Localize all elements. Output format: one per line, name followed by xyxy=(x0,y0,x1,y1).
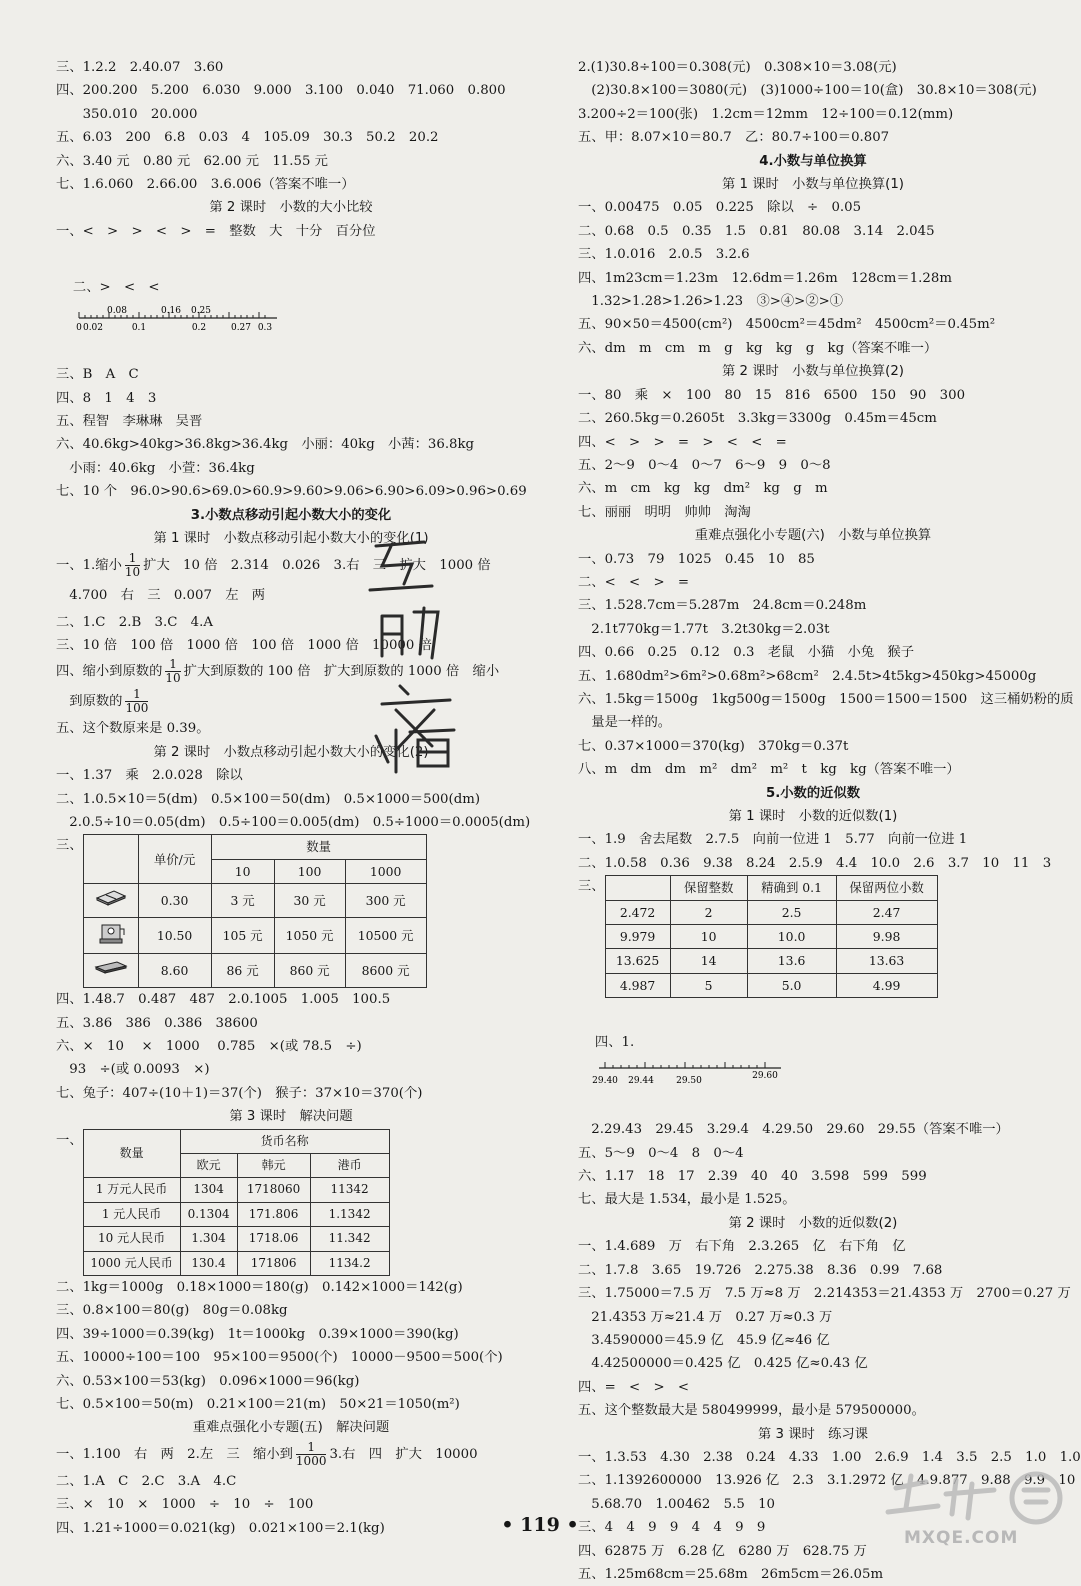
table-cell: 9.98 xyxy=(836,925,937,949)
table-cell: 10.0 xyxy=(747,925,836,949)
number-line-figure xyxy=(73,304,283,332)
answer-line: 五、这个数原来是 0.39。 xyxy=(56,721,210,737)
answer-line: 二、260.5kg＝0.2605t 3.3kg＝3300g 0.45m＝45cm xyxy=(578,411,937,427)
answer-line: 2.0.5÷10＝0.05(dm) 0.5÷100＝0.005(dm) 0.5÷1000＝0.0005(dm) xyxy=(56,814,531,830)
answer-line: 二、1.0.5×10＝5(dm) 0.5×100＝50(dm) 0.5×1000＝500(dm) xyxy=(56,791,481,807)
table-cell: 1134.2 xyxy=(310,1251,389,1275)
table-header: 10 xyxy=(211,859,274,883)
answer-line: 一、1.37 乘 2.0.028 除以 xyxy=(56,768,243,784)
answer-line: 五、1.680dm²>6m²>0.68m²>68cm² 2.4.5t>4t5kg>450kg>45000g xyxy=(578,668,1037,684)
section-title: 4.小数与单位换算 xyxy=(759,153,867,169)
table-cell: 300 元 xyxy=(345,884,426,918)
answer-line: 七、10 个 96.0>90.6>69.0>60.9>9.60>9.06>6.90>6.09>0.96>0.69 xyxy=(56,484,527,500)
answer-line: 1.32>1.28>1.26>1.23 ③>④>②>① xyxy=(578,294,844,310)
question-label: 三、 xyxy=(578,879,605,895)
number-line-label: 0.08 xyxy=(106,305,127,316)
answer-line: 四、200.200 5.200 6.030 9.000 3.100 0.040 71.060 0.800 xyxy=(56,83,506,99)
answer-line: 六、0.53×100＝53(kg) 0.096×1000＝96(kg) xyxy=(56,1373,360,1389)
answer-line: 一、0.73 79 1025 0.45 10 85 xyxy=(578,551,815,567)
fraction xyxy=(296,1441,327,1468)
answer-text: 四、1. xyxy=(594,1035,635,1051)
number-line-label: 0.2 xyxy=(191,322,207,333)
answer-line: 4.700 右 三 0.007 左 两 xyxy=(56,587,266,603)
fraction-denominator: 10 xyxy=(165,671,181,686)
number-line-figure xyxy=(592,1059,785,1087)
answer-line: 六、dm m cm m g kg kg g kg（答案不唯一） xyxy=(578,340,938,356)
table-row xyxy=(83,1251,389,1275)
answer-line: 三、1.2.2 2.40.07 3.60 xyxy=(56,60,224,75)
answer-line: 七、丽丽 明明 帅帅 淘淘 xyxy=(578,504,751,520)
section-heading: 重难点强化小专题(五) 解决问题 xyxy=(192,1420,390,1436)
table-header: 1000 xyxy=(345,859,426,883)
table-cell: 105 元 xyxy=(211,918,274,954)
table-cell: 86 元 xyxy=(211,954,274,988)
table-cell: 2.472 xyxy=(605,900,670,924)
fraction-numerator: 1 xyxy=(296,1441,327,1455)
answer-line: 六、1.17 18 17 2.39 40 40 3.598 599 599 xyxy=(578,1169,927,1185)
number-line-label: 0.16 xyxy=(160,305,181,316)
number-line-label: 0 xyxy=(76,322,82,333)
answer-line: 一、0.00475 0.05 0.225 除以 ÷ 0.05 xyxy=(578,200,862,216)
table-cell: 171806 xyxy=(237,1251,310,1275)
table-cell: 1 元人民币 xyxy=(83,1202,180,1226)
table-cell: 10 xyxy=(670,925,747,949)
left-column xyxy=(56,56,531,1540)
answer-line: 五、这个整数最大是 580499999，最小是 579500000。 xyxy=(578,1403,925,1419)
answer-line: 4.42500000＝0.425 亿 0.425 亿≈0.43 亿 xyxy=(578,1356,868,1372)
section-heading: 第 3 课时 解决问题 xyxy=(229,1109,353,1125)
answer-line: 六、40.6kg>40kg>36.8kg>36.4kg 小丽：40kg 小茜：36.8kg xyxy=(56,437,475,453)
answer-line: 四、1.48.7 0.487 487 2.0.1005 1.005 100.5 xyxy=(56,992,391,1008)
table-cell: 130.4 xyxy=(180,1251,237,1275)
answer-line: 二、1.A C 2.C 3.A 4.C xyxy=(56,1473,237,1489)
table-cell: 3 元 xyxy=(211,884,274,918)
item-cell xyxy=(83,884,138,918)
table-cell: 1000 元人民币 xyxy=(83,1251,180,1275)
answer-line: 二、0.68 0.5 0.35 1.5 0.81 80.08 3.14 2.045 xyxy=(578,223,935,239)
answer-line: 2.1t770kg＝1.77t 3.2t30kg＝2.03t xyxy=(578,621,830,637)
answer-text: 扩大到原数的 100 倍 扩大到原数的 1000 倍 缩小 xyxy=(183,664,500,680)
answer-line: 三、1.0.016 2.0.5 3.2.6 xyxy=(578,247,750,263)
answer-line: 五、10000÷100＝100 95×100＝9500(个) 10000－9500＝500(个) xyxy=(56,1350,503,1366)
answer-text: 扩大 10 倍 2.314 0.026 3.右 三 扩大 1000 倍 xyxy=(143,557,491,573)
table-row xyxy=(605,900,937,924)
table-row xyxy=(83,1202,389,1226)
section-heading: 第 3 课时 练习课 xyxy=(758,1426,868,1442)
answer-line: 三、× 10 × 1000 ÷ 10 ÷ 100 xyxy=(56,1497,314,1513)
answer-line: 二、< < > = xyxy=(578,574,690,590)
answer-line: 3.4590000＝45.9 亿 45.9 亿≈46 亿 xyxy=(578,1332,830,1348)
answer-line: 三、B A C xyxy=(56,367,139,383)
answer-line: 六、1.5kg＝1500g 1kg500g＝1500g 1500＝1500＝1500 这三桶奶粉的质 xyxy=(578,691,1074,707)
fraction-denominator: 1000 xyxy=(295,1453,327,1468)
answer-line: 四、< > > = > < < = xyxy=(578,434,787,450)
item-cell xyxy=(83,954,138,988)
answer-line: 七、1.6.060 2.66.00 3.6.006（答案不唯一） xyxy=(56,177,355,193)
answer-line: 四、1.21÷1000＝0.021(kg) 0.021×100＝2.1(kg) xyxy=(56,1520,385,1536)
answer-line: 三、10 倍 100 倍 1000 倍 100 倍 1000 倍 10000 倍 xyxy=(56,637,432,653)
table-corner xyxy=(83,835,138,884)
answer-line: 五、程智 李琳琳 吴晋 xyxy=(56,414,203,430)
answer-line: 5.68.70 1.00462 5.5 10 xyxy=(578,1496,775,1512)
answer-line: 2.29.43 29.45 3.29.4 4.29.50 29.60 29.55（答案不唯一） xyxy=(578,1122,1009,1138)
answer-line: 四、62875 万 6.28 亿 6280 万 628.75 万 xyxy=(578,1543,867,1559)
price-table-block xyxy=(56,834,526,988)
table-cell: 0.1304 xyxy=(180,1202,237,1226)
table-cell: 14 xyxy=(670,949,747,973)
table-header: 货币名称 xyxy=(180,1129,389,1153)
table-cell: 1304 xyxy=(180,1178,237,1202)
answer-line: 小雨：40.6kg 小萱：36.4kg xyxy=(56,460,255,476)
section-title: 5.小数的近似数 xyxy=(765,785,861,801)
section-heading: 第 2 课时 小数与单位换算(2) xyxy=(721,364,904,380)
answer-line: 七、0.5×100＝50(m) 0.21×100＝21(m) 50×21＝1050(m²) xyxy=(56,1397,460,1413)
answer-line: 3.200÷2＝100(张) 1.2cm＝12mm 12÷100＝0.12(mm) xyxy=(578,106,954,122)
answer-line: 五、1.25m68cm＝25.68m 26m5cm＝26.05m xyxy=(578,1566,884,1582)
table-cell: 1718060 xyxy=(237,1178,310,1202)
table-cell: 0.30 xyxy=(138,884,211,918)
table-cell: 4.99 xyxy=(836,973,937,997)
answer-text: 四、缩小到原数的 xyxy=(56,664,163,680)
table-header: 单价/元 xyxy=(138,835,211,884)
table-cell: 1050 元 xyxy=(274,918,345,954)
answer-line: 三、1.75000＝7.5 万 7.5 万≈8 万 2.214353＝21.4353 万 2700＝0.27 万 xyxy=(578,1286,1071,1302)
table-row xyxy=(605,973,937,997)
table-header: 100 xyxy=(274,859,345,883)
answer-line: 五、5～9 0～4 8 0～4 xyxy=(578,1145,744,1161)
table-cell: 10500 元 xyxy=(345,918,426,954)
answer-line: 六、m cm kg kg dm² kg g m xyxy=(578,481,828,497)
answer-line: 一、< > > < > = 整数 大 十分 百分位 xyxy=(56,223,376,239)
table-cell: 1718.06 xyxy=(237,1227,310,1251)
watermark-url: MXQE.COM xyxy=(904,1528,1019,1548)
table-cell: 8600 元 xyxy=(345,954,426,988)
answer-line xyxy=(56,243,526,363)
section-heading: 第 1 课时 小数的近似数(1) xyxy=(728,809,898,824)
table-cell: 2.47 xyxy=(836,900,937,924)
eraser-icon xyxy=(94,888,128,906)
answer-text: 一、1.100 右 两 2.左 三 缩小到 xyxy=(56,1446,293,1462)
answer-line: 七、最大是 1.534，最小是 1.525。 xyxy=(578,1192,796,1208)
price-table xyxy=(83,834,427,988)
section-title: 3.小数点移动引起小数大小的变化 xyxy=(190,507,392,523)
table-cell: 9.979 xyxy=(605,925,670,949)
answer-text: 到原数的 xyxy=(56,694,123,710)
section-heading: 第 1 课时 小数点移动引起小数大小的变化(1) xyxy=(153,531,429,547)
fraction-numerator: 1 xyxy=(165,658,180,672)
answer-line: 一、1.3.53 4.30 2.38 0.24 4.33 1.00 2.6.9 1.4 3.5 2.5 1.0 1.0 xyxy=(578,1449,1081,1465)
answer-line: 21.4353 万≈21.4 万 0.27 万≈0.3 万 xyxy=(578,1309,833,1325)
answer-line: 350.010 20.000 xyxy=(56,106,198,122)
answer-line: 二、1.0.58 0.36 9.38 8.24 2.5.9 4.4 10.0 2.6 3.7 10 11 3 xyxy=(578,855,1052,871)
answer-line: 四、= < > < xyxy=(578,1379,690,1395)
table-header: 数量 xyxy=(211,835,426,859)
section-heading: 第 2 课时 小数的近似数(2) xyxy=(728,1215,898,1231)
answer-text: 3.右 四 扩大 10000 xyxy=(329,1446,478,1462)
table-cell: 13.6 xyxy=(747,949,836,973)
table-cell: 1.304 xyxy=(180,1227,237,1251)
table-header: 保留整数 xyxy=(670,876,747,900)
number-line-ticks xyxy=(605,1062,765,1068)
answer-line: 二、1kg＝1000g 0.18×1000＝180(g) 0.142×1000＝142(g) xyxy=(56,1280,463,1296)
number-line-label: 29.40 xyxy=(592,1075,618,1086)
answer-line: 量是一样的。 xyxy=(578,715,672,731)
table-cell: 1 万元人民币 xyxy=(83,1178,180,1202)
fraction xyxy=(125,552,140,579)
table-header: 欧元 xyxy=(180,1154,237,1178)
table-cell: 1.1342 xyxy=(310,1202,389,1226)
answer-line: 四、8 1 4 3 xyxy=(56,390,157,406)
answer-line: 二、1.1392600000 13.926 亿 2.3 3.1.2972 亿 4.9.877 9.88 9.9 10 xyxy=(578,1473,1076,1489)
table-cell: 30 元 xyxy=(274,884,345,918)
fraction-denominator: 10 xyxy=(124,564,141,579)
answer-line: 四、1m23cm＝1.23m 12.6dm＝1.26m 128cm＝1.28m xyxy=(578,270,952,286)
table-cell: 860 元 xyxy=(274,954,345,988)
answer-line: 五、90×50＝4500(cm²) 4500cm²＝45dm² 4500cm²＝0.45m² xyxy=(578,317,996,333)
answer-line: (2)30.8×100＝3080(元) (3)1000÷100＝10(盒) 30.8×10＝308(元) xyxy=(578,83,1037,99)
number-line-label: 0.3 xyxy=(257,322,273,333)
table-row xyxy=(83,918,426,954)
rounding-table xyxy=(605,875,938,998)
table-cell: 11342 xyxy=(310,1178,389,1202)
answer-line xyxy=(56,1440,526,1470)
table-cell: 13.63 xyxy=(836,949,937,973)
fraction-numerator: 1 xyxy=(125,688,148,702)
table-corner xyxy=(605,876,670,900)
table-cell: 5 xyxy=(670,973,747,997)
handwriting-stamp xyxy=(362,526,472,776)
table-row xyxy=(83,1227,389,1251)
table-cell: 2 xyxy=(670,900,747,924)
pencil-case-icon xyxy=(93,958,129,976)
answer-text: 一、1.缩小 xyxy=(56,557,122,573)
table-row xyxy=(605,949,937,973)
number-line-label: 0.1 xyxy=(131,322,147,333)
table-header: 港币 xyxy=(310,1154,389,1178)
answer-line: 一、80 乘 × 100 80 15 816 6500 150 90 300 xyxy=(578,387,966,403)
answer-line: 八、m dm dm m² dm² m² t kg kg（答案不唯一） xyxy=(578,762,960,778)
table-cell: 8.60 xyxy=(138,954,211,988)
answer-line: 七、兔子：407÷(10＋1)＝37(个) 猴子：37×10＝370(个) xyxy=(56,1085,423,1101)
table-cell: 13.625 xyxy=(605,949,670,973)
number-line-label: 29.60 xyxy=(752,1070,778,1081)
section-heading: 第 2 课时 小数的大小比较 xyxy=(209,200,373,216)
section-heading: 重难点强化小专题(六) 小数与单位换算 xyxy=(694,528,932,544)
number-line-label: 0.02 xyxy=(82,322,103,333)
number-line-label: 0.25 xyxy=(190,305,211,316)
answer-line: 四、39÷1000＝0.39(kg) 1t＝1000kg 0.39×1000＝390(kg) xyxy=(56,1326,459,1342)
answer-line: 二、1.7.8 3.65 19.726 2.275.38 8.36 0.99 7.68 xyxy=(578,1262,943,1278)
answer-line: 一、1.9 舍去尾数 2.7.5 向前一位进 1 5.77 向前一位进 1 xyxy=(578,832,968,848)
answer-line: 五、甲：8.07×10＝80.7 乙：80.7÷100＝0.807 xyxy=(578,130,890,146)
fraction-denominator: 100 xyxy=(125,701,149,716)
answer-line: 五、6.03 200 6.8 0.03 4 105.09 30.3 50.2 20.2 xyxy=(56,130,439,146)
table-header: 精确到 0.1 xyxy=(747,876,836,900)
currency-table-block xyxy=(56,1129,526,1276)
currency-table xyxy=(83,1129,390,1276)
answer-line: 二、1.C 2.B 3.C 4.A xyxy=(56,614,213,630)
answer-line: 六、3.40 元 0.80 元 62.00 元 11.55 元 xyxy=(56,153,328,169)
table-row xyxy=(605,925,937,949)
answer-line: 三、0.8×100＝80(g) 80g＝0.08kg xyxy=(56,1303,288,1319)
table-cell: 11.342 xyxy=(310,1227,389,1251)
answer-line: 一、1.4.689 万 右下角 2.3.265 亿 右下角 亿 xyxy=(578,1239,906,1255)
number-line-label: 29.50 xyxy=(676,1075,702,1086)
section-heading: 第 1 课时 小数与单位换算(1) xyxy=(721,177,904,193)
answer-line: 七、0.37×1000＝370(kg) 370kg＝0.37t xyxy=(578,738,849,754)
table-cell: 4.987 xyxy=(605,973,670,997)
table-header: 韩元 xyxy=(237,1154,310,1178)
fraction xyxy=(125,688,148,715)
table-row xyxy=(83,954,426,988)
answer-line: 六、× 10 × 1000 0.785 ×(或 78.5 ÷) xyxy=(56,1038,362,1054)
question-label: 三、 xyxy=(56,838,83,854)
answer-line: 五、2～9 0～4 0～7 6～9 9 0～8 xyxy=(578,457,831,473)
right-column xyxy=(578,56,1081,1586)
table-cell: 5.0 xyxy=(747,973,836,997)
answer-line: 93 ÷(或 0.0093 ×) xyxy=(56,1062,210,1078)
question-label: 一、 xyxy=(56,1132,83,1148)
answer-line xyxy=(578,998,1048,1118)
table-cell: 10 元人民币 xyxy=(83,1227,180,1251)
pencil-sharpener-icon xyxy=(96,919,126,945)
item-cell xyxy=(83,918,138,954)
fraction-numerator: 1 xyxy=(125,552,140,566)
table-cell: 10.50 xyxy=(138,918,211,954)
section-heading: 第 2 课时 小数点移动引起小数大小的变化(2) xyxy=(153,744,429,760)
number-line-label: 0.27 xyxy=(230,322,251,333)
answer-line: 2.(1)30.8÷100＝0.308(元) 0.308×10＝3.08(元) xyxy=(578,60,897,75)
table-cell: 171.806 xyxy=(237,1202,310,1226)
table-cell: 2.5 xyxy=(747,900,836,924)
answer-line: 四、0.66 0.25 0.12 0.3 老鼠 小猫 小兔 猴子 xyxy=(578,645,915,661)
table-row xyxy=(83,1178,389,1202)
page-number: • 119 • xyxy=(501,1514,579,1536)
table-row xyxy=(83,884,426,918)
answer-line: 五、3.86 386 0.386 38600 xyxy=(56,1015,258,1031)
table-header: 保留两位小数 xyxy=(836,876,937,900)
fraction xyxy=(165,658,180,685)
answer-line: 三、4 4 9 9 4 4 9 9 xyxy=(578,1520,766,1536)
rounding-table-block xyxy=(578,875,1048,998)
answer-line: 三、1.528.7cm＝5.287m 24.8cm＝0.248m xyxy=(578,598,867,614)
number-line-label: 29.44 xyxy=(628,1075,654,1086)
table-header: 数量 xyxy=(83,1129,180,1178)
answer-text: 二、> < < xyxy=(72,280,160,296)
